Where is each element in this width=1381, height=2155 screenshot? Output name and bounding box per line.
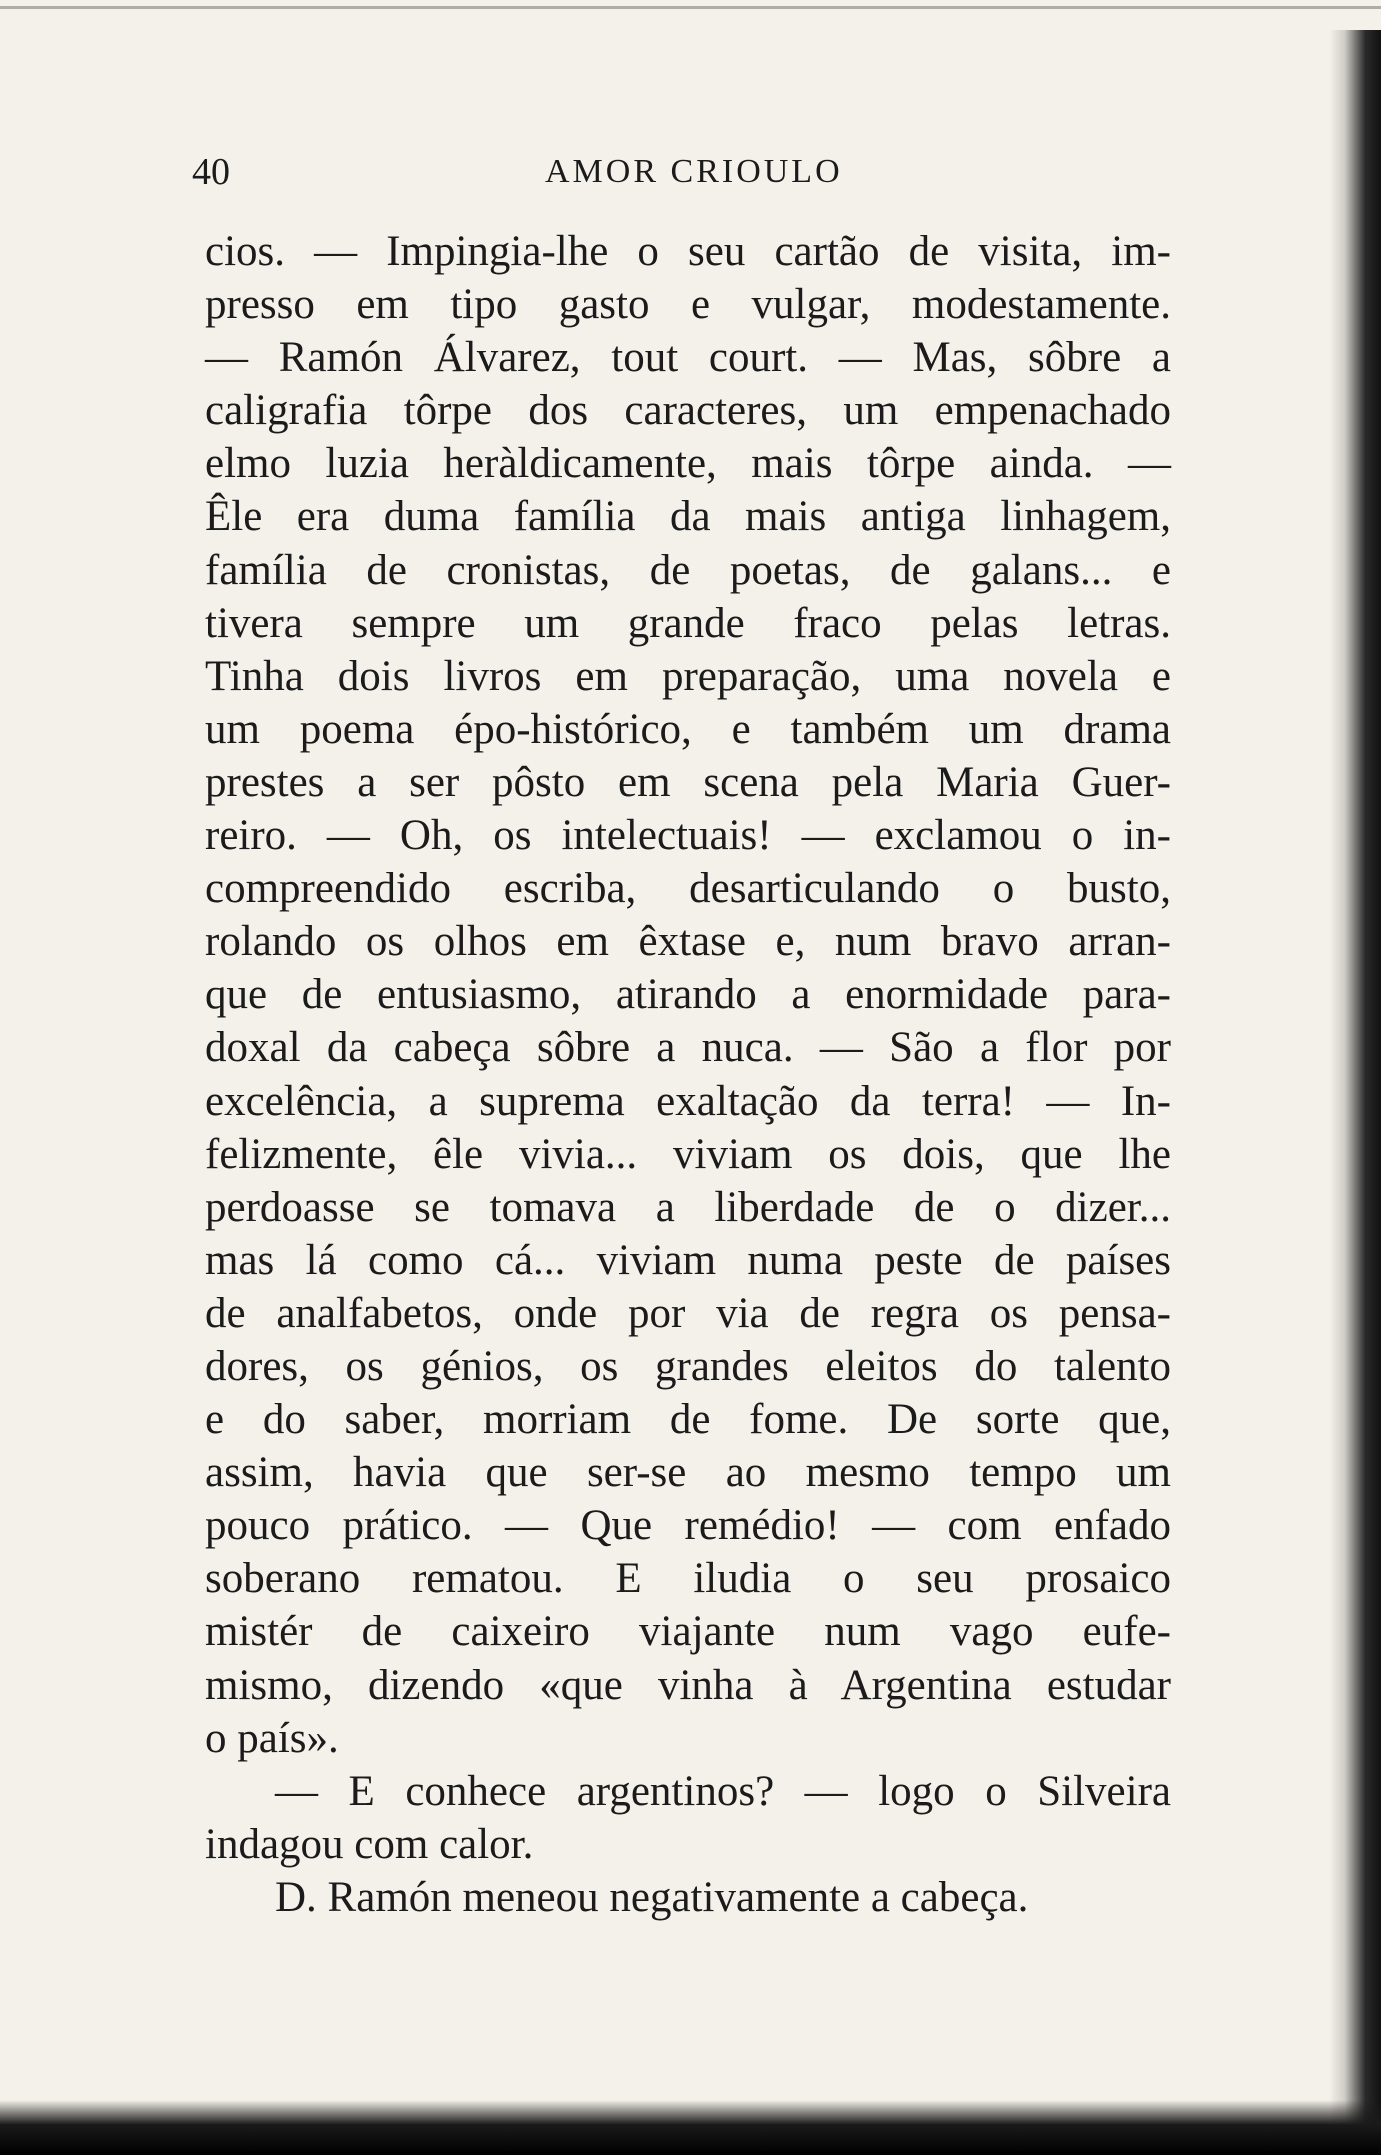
- text-line: caligrafia tôrpe dos caracteres, um empenachado: [205, 387, 1171, 435]
- text-line: indagou com calor.: [205, 1820, 534, 1868]
- text-line: D. Ramón meneou negativamente a cabeça.: [275, 1873, 1029, 1921]
- text-line: felizmente, êle vivia... viviam os dois, que lhe: [205, 1130, 1171, 1178]
- text-line: mistér de caixeiro viajante num vago eufe-: [205, 1608, 1171, 1656]
- text-line: mas lá como cá... viviam numa peste de países: [205, 1236, 1171, 1284]
- text-line: rolando os olhos em êxtase e, num bravo arran-: [205, 918, 1171, 966]
- top-page-edge: [0, 6, 1381, 9]
- text-line: cios. — Impingia-lhe o seu cartão de visita, im-: [205, 228, 1171, 275]
- text-line: assim, havia que ser-se ao mesmo tempo um: [205, 1449, 1171, 1497]
- text-line: tivera sempre um grande fraco pelas letras.: [205, 599, 1171, 647]
- running-title: AMOR CRIOULO: [545, 153, 843, 190]
- page-number: 40: [192, 151, 230, 193]
- text-line: soberano rematou. E iludia o seu prosaico: [205, 1555, 1171, 1603]
- text-line: família de cronistas, de poetas, de galans... e: [205, 546, 1171, 594]
- text-line: presso em tipo gasto e vulgar, modestamente.: [205, 281, 1171, 329]
- text-line: Tinha dois livros em preparação, uma novela e: [205, 652, 1171, 700]
- text-line: — Ramón Álvarez, tout court. — Mas, sôbre a: [205, 334, 1171, 382]
- text-line: perdoasse se tomava a liberdade de o dizer...: [205, 1183, 1171, 1231]
- bottom-page-edge: [0, 2100, 1381, 2155]
- text-line: prestes a ser pôsto em scena pela Maria Guer-: [205, 758, 1171, 806]
- text-line: excelência, a suprema exaltação da terra! — In-: [205, 1077, 1171, 1125]
- text-line: reiro. — Oh, os intelectuais! — exclamou o in-: [205, 812, 1171, 860]
- text-line: de analfabetos, onde por via de regra os pensa-: [205, 1289, 1171, 1337]
- text-line: elmo luzia heràldicamente, mais tôrpe ainda. —: [205, 440, 1171, 488]
- text-line: Êle era duma família da mais antiga linhagem,: [205, 493, 1171, 541]
- text-line: pouco prático. — Que remédio! — com enfado: [205, 1502, 1171, 1550]
- text-line: o país».: [205, 1714, 339, 1762]
- text-line: um poema épo-histórico, e também um drama: [205, 705, 1171, 753]
- text-line: mismo, dizendo «que vinha à Argentina estudar: [205, 1661, 1171, 1709]
- text-line: que de entusiasmo, atirando a enormidade para-: [205, 971, 1171, 1019]
- text-line: — E conhece argentinos? — logo o Silveira: [275, 1767, 1171, 1815]
- body-text: [205, 225, 1171, 1924]
- text-line: dores, os génios, os grandes eleitos do talento: [205, 1342, 1171, 1390]
- text-line: compreendido escriba, desarticulando o busto,: [205, 865, 1171, 913]
- text-line: e do saber, morriam de fome. De sorte que,: [205, 1396, 1171, 1444]
- text-line: doxal da cabeça sôbre a nuca. — São a flor por: [205, 1024, 1171, 1072]
- book-spine-shadow: [1329, 30, 1381, 2155]
